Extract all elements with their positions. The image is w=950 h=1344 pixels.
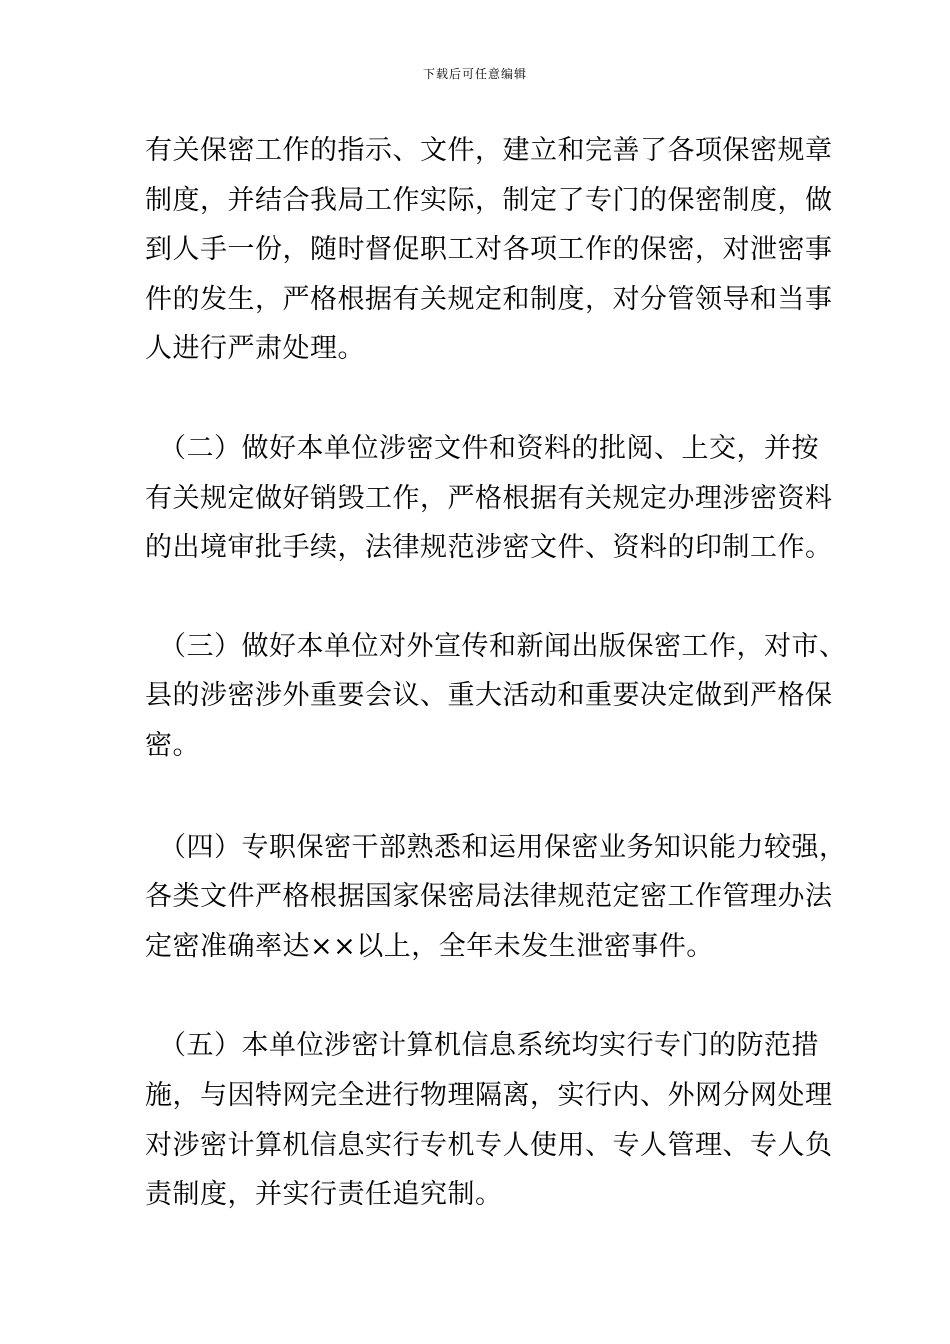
paragraph-5 xyxy=(145,1021,833,1219)
text-line: 的出境审批手续，法律规范涉密文件、资料的印制工作。 xyxy=(145,532,833,564)
text-line: 责制度，并实行责任追究制。 xyxy=(145,1179,503,1211)
text-line: （五）本单位涉密计算机信息系统均实行专门的防范措 xyxy=(145,1030,819,1062)
text-line: 对涉密计算机信息实行专机专人使用、专人管理、专人负 xyxy=(145,1129,833,1161)
text-line: （三）做好本单位对外宣传和新闻出版保密工作，对市、 xyxy=(145,630,847,662)
text-line: 县的涉密涉外重要会议、重大活动和重要决定做到严格保 xyxy=(145,680,833,712)
paragraph-spacer xyxy=(145,771,815,823)
text-line: 件的发生，严格根据有关规定和制度，对分管领导和当事 xyxy=(145,283,833,315)
text-line: 有关规定做好销毁工作，严格根据有关规定办理涉密资料 xyxy=(145,482,833,514)
text-line: 制度，并结合我局工作实际，制定了专门的保密制度，做 xyxy=(145,184,833,216)
paragraph-3 xyxy=(145,622,847,771)
paragraph-spacer xyxy=(145,573,815,622)
paragraph-2 xyxy=(145,424,833,573)
text-line: 定密准确率达××以上，全年未发生泄密事件。 xyxy=(145,930,714,962)
paragraph-spacer xyxy=(145,971,815,1021)
paragraph-spacer xyxy=(145,374,815,424)
text-line: 到人手一份，随时督促职工对各项工作的保密，对泄密事 xyxy=(145,234,833,266)
paragraph-1 xyxy=(145,126,833,374)
page-header: 下载后可任意编辑 xyxy=(422,67,527,81)
paragraph-4 xyxy=(145,823,847,972)
text-line: 有关保密工作的指示、文件，建立和完善了各项保密规章 xyxy=(145,135,833,166)
text-line: 人进行严肃处理。 xyxy=(145,333,365,365)
text-line: 密。 xyxy=(145,729,200,761)
text-line: 施，与因特网完全进行物理隔离，实行内、外网分网处理 xyxy=(145,1079,833,1111)
text-line: 各类文件严格根据国家保密局法律规范定密工作管理办法 xyxy=(145,881,833,913)
text-line: （四）专职保密干部熟悉和运用保密业务知识能力较强， xyxy=(145,831,847,863)
text-line: （二）做好本单位涉密文件和资料的批阅、上交，并按 xyxy=(145,432,819,464)
document-body xyxy=(145,126,847,1220)
